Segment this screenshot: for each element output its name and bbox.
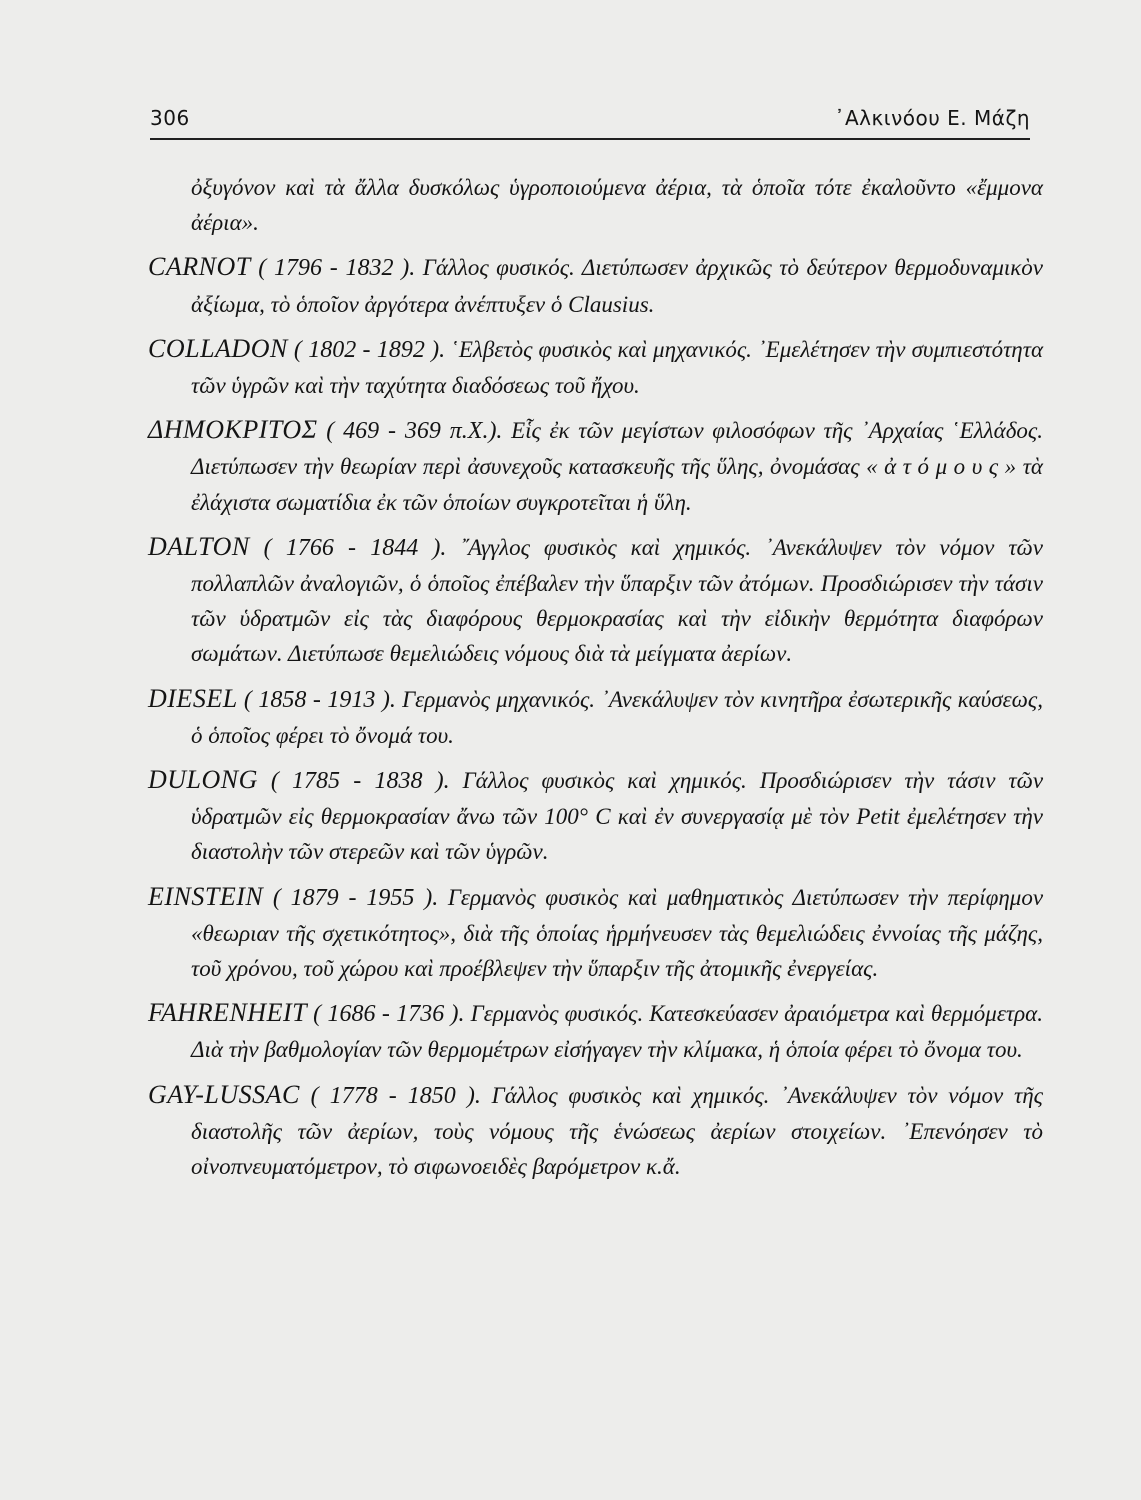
continued-paragraph: ὀξυγόνον καὶ τὰ ἄλλα δυσκόλως ὑγροποιούμενα ἀέρια, τὰ ὁποῖα τότε ἐκαλοῦντο «ἔμμονα ἀέρια». <box>191 175 1043 236</box>
entry-dulong <box>148 762 1043 870</box>
entry-text: ῎Αγγλος φυσικὸς καὶ χημικός. ᾿Ανεκάλυψεν τὸν νόμον τῶν πολλαπλῶν ἀναλογιῶν, ὁ ὁποῖος ἐπέβαλεν τὴν ὕπαρξιν τῶν ἀτόμων. Προσδιώρισεν τὴν τάσιν τῶν ὑδρατμῶν εἰς τὰς διαφόρους θερμοκρασίας καὶ τὴν εἰδικὴν θερμότητα διαφόρων σωμάτων. Διετύπωσε θεμελιώδεις νόμους διὰ τὰ μείγματα ἀερίων. <box>191 534 1044 667</box>
entry-dates: ( 1766 - 1844 ). <box>263 534 447 561</box>
entry-text: Εἷς ἐκ τῶν μεγίστων φιλοσόφων τῆς ᾿Αρχαίας ῾Ελλάδος. Διετύπωσεν τὴν θεωρίαν περὶ ἀσυνεχοῦς κατασκευῆς τῆς ὕλης, ὀνομάσας « ἀ τ ό μ ο υ ς » τὰ ἐλάχιστα σωματίδια ἐκ τῶν ὁποίων συγκροτεῖται ἡ ὕλη. <box>191 418 1043 515</box>
entry-carnot <box>148 249 1043 321</box>
entry-name: ΔΗΜΟΚΡΙΤΟΣ <box>148 415 318 445</box>
entry-text: Γερμανὸς φυσικὸς καὶ μαθηματικὸς Διετύπωσεν τὴν περίφημον «θεωριαν τῆς σχετικότητος», διὰ τῆς ὁποίας ἡρμήνευσεν τὰς θεμελιώδεις ἐννοίας τῆς μάζης, τοῦ χρόνου, τοῦ χώρου καὶ προέβλεψεν τὴν ὕπαρξιν τῆς ἀτομικῆς ἐνεργείας. <box>191 884 1044 982</box>
entry-name: GAY-LUSSAC <box>148 1079 300 1109</box>
entry-name: DALTON <box>148 531 250 561</box>
entry-name: DIESEL <box>148 683 238 713</box>
entry-name: EINSTEIN <box>148 881 264 911</box>
entry-text: Γάλλος φυσικὸς καὶ χημικός. Προσδιώρισεν τὴν τάσιν τῶν ὑδρατμῶν εἰς θερμοκρασίαν ἄνω τῶν 100° C καὶ ἐν συνεργασίᾳ μὲ τὸν Petit ἐμελέτησεν τὴν διαστολὴν τῶν στερεῶν καὶ τῶν ὑγρῶν. <box>191 768 1044 865</box>
entry-einstein <box>148 879 1043 987</box>
entry-text: Γάλλος φυσικός. Διετύπωσεν ἀρχικῶς τὸ δεύτερον θερμοδυναμικὸν ἀξίωμα, τὸ ὁποῖον ἀργότερα ἀνέπτυξεν ὁ Clausius. <box>191 255 1044 317</box>
entry-democritus <box>148 412 1043 520</box>
running-head: ᾿Αλκινόου Ε. Μάζη <box>834 106 1030 130</box>
entry-dates: ( 1785 - 1838 ). <box>270 768 450 795</box>
entry-text: ῾Ελβετὸς φυσικὸς καὶ μηχανικός. ᾿Εμελέτησεν τὴν συμπιεστότητα τῶν ὑγρῶν καὶ τὴν ταχύτητα διαδόσεως τοῦ ἤχου. <box>191 336 1044 399</box>
entry-dates: ( 469 - 369 π.Χ.). <box>326 418 503 445</box>
entry-diesel <box>148 681 1043 753</box>
entry-text: Γερμανὸς μηχανικός. ᾿Ανεκάλυψεν τὸν κινητῆρα ἐσωτερικῆς καύσεως, ὁ ὁποῖος φέρει τὸ ὄνομά του. <box>191 686 1043 748</box>
entry-name: CARNOT <box>148 252 251 282</box>
entry-dates: ( 1879 - 1955 ). <box>272 884 439 911</box>
entry-dates: ( 1858 - 1913 ). <box>243 686 396 713</box>
entry-fahrenheit <box>148 995 1043 1067</box>
entry-name: COLLADON <box>148 333 288 363</box>
entry-dates: ( 1802 - 1892 ). <box>293 336 446 363</box>
glossary-body <box>148 170 1043 1193</box>
entry-colladon <box>148 331 1043 403</box>
entry-name: DULONG <box>148 765 258 795</box>
entry-name: FAHRENHEIT <box>148 998 308 1028</box>
entry-dates: ( 1686 - 1736 ). <box>313 1001 465 1028</box>
entry-gay-lussac <box>148 1077 1043 1185</box>
page-number: 306 <box>150 106 190 130</box>
entry-dates: ( 1778 - 1850 ). <box>310 1082 481 1109</box>
entry-text: Γερμανὸς φυσικός. Κατεσκεύασεν ἀραιόμετρα καὶ θερμόμετρα. Διὰ τὴν βαθμολογίαν τῶν θερμομέτρων εἰσήγαγεν τὴν κλίμακα, ἡ ὁποία φέρει τὸ ὄνομα του. <box>191 1001 1043 1063</box>
page-header <box>150 100 1030 140</box>
entry-text: Γάλλος φυσικὸς καὶ χημικός. ᾿Ανεκάλυψεν τὸν νόμον τῆς διαστολῆς τῶν ἀερίων, τοὺς νόμους τῆς ἑνώσεως ἀερίων στοιχείων. ᾿Επενόησεν τὸ οἰνοπνευματόμετρον, τὸ σιφωνοειδὲς βαρόμετρον κ.ἄ. <box>191 1082 1043 1180</box>
entry-dates: ( 1796 - 1832 ). <box>258 255 416 282</box>
header-rule <box>150 138 1030 140</box>
entry-dalton <box>148 529 1043 672</box>
